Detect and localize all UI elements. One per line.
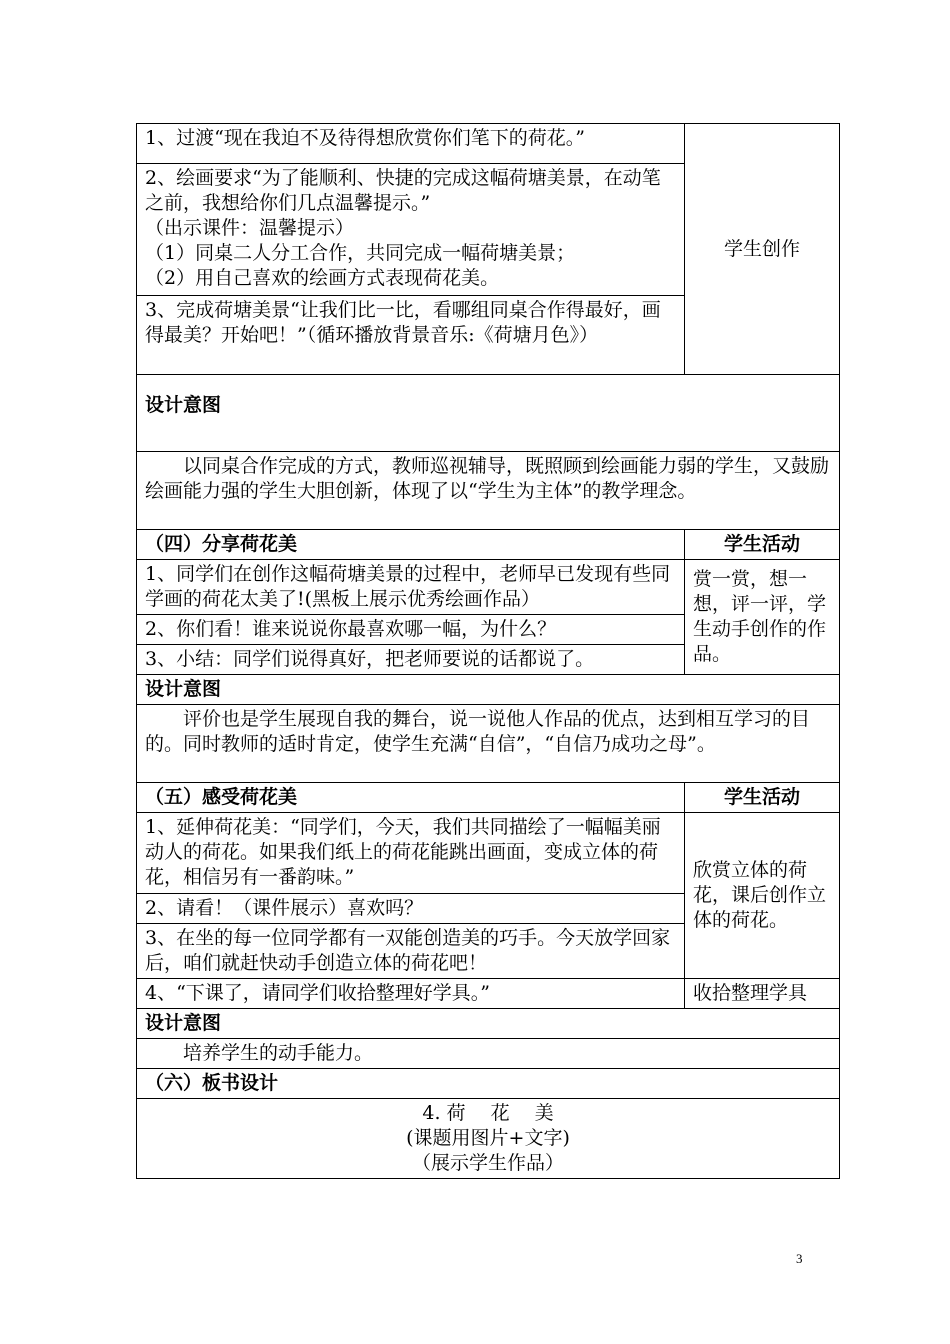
design-intent-body: [137, 1039, 840, 1069]
section-title-text: （六）板书设计: [145, 1072, 279, 1094]
activity-cell: [685, 979, 840, 1009]
table-row: [137, 375, 840, 452]
body-text: 评价也是学生展现自我的舞台，说一说他人作品的优点，达到相互学习的目的。同时教师的适时肯定，使学生充满“自信”，“自信乃成功之母”。: [145, 708, 811, 755]
table-row: [137, 1039, 840, 1069]
step-text: 3、小结：同学们说得真好，把老师要说的话都说了。: [145, 648, 595, 670]
step-text: 3、在坐的每一位同学都有一双能创造美的巧手。今天放学回家后，咱们就赶快动手创造立体的荷花吧！: [145, 927, 671, 974]
table-row: [137, 813, 840, 894]
step-cell: [137, 894, 685, 924]
step-cell: [137, 164, 685, 296]
table-row: [137, 124, 840, 164]
step-cell: [137, 615, 685, 645]
lesson-plan-table: [136, 123, 840, 1179]
step-cell: [137, 924, 685, 979]
design-intent-body: [137, 452, 840, 530]
section-title: [137, 530, 685, 560]
step-cell: [137, 124, 685, 164]
step-cell: [137, 979, 685, 1009]
design-intent-heading: [137, 1009, 840, 1039]
step-text: 1、过渡“现在我迫不及待得想欣赏你们笔下的荷花。”: [145, 127, 586, 149]
heading-text: 设计意图: [145, 394, 222, 416]
activity-text: 学生创作: [723, 237, 800, 260]
step-text: 1、同学们在创作这幅荷塘美景的过程中，老师早已发现有些同学画的荷花太美了!(黑板上展示优秀绘画作品）: [145, 563, 671, 610]
activity-text: 赏一赏，想一想，评一评，学生动手创作的作品。: [693, 568, 827, 665]
design-intent-body: [137, 705, 840, 783]
activity-header: [685, 530, 840, 560]
step-text: 2、你们看！谁来说说你最喜欢哪一幅，为什么？: [145, 618, 557, 640]
table-row: [137, 783, 840, 813]
board-design: [137, 1099, 840, 1179]
step-text: 2、请看！（课件展示）喜欢吗？: [145, 897, 424, 919]
table-row: [137, 1069, 840, 1099]
design-intent-heading: [137, 675, 840, 705]
activity-text: 欣赏立体的荷花，课后创作立体的荷花。: [693, 859, 827, 931]
activity-text: 收拾整理学具: [693, 982, 808, 1004]
step-cell: [137, 813, 685, 894]
step-cell: [137, 560, 685, 615]
table-row: [137, 705, 840, 783]
step-text: 3、完成荷塘美景“让我们比一比，看哪组同桌合作得最好，画得最美？开始吧！”（循环播放背景音乐:《荷塘月色》）: [145, 299, 661, 346]
table-row: [137, 560, 840, 615]
tip-text: （1）同桌二人分工合作，共同完成一幅荷塘美景；: [145, 242, 576, 264]
board-note: (课题用图片+文字): [406, 1127, 570, 1149]
page-number: 3: [796, 1251, 803, 1266]
step-text: 1、延伸荷花美：“同学们，今天，我们共同描绘了一幅幅美丽动人的荷花。如果我们纸上的荷花能跳出画面，变成立体的荷花，相信另有一番韵味。”: [145, 816, 661, 888]
table-row: [137, 1009, 840, 1039]
activity-header-text: 学生活动: [723, 533, 800, 555]
section-title: [137, 783, 685, 813]
board-note: （展示学生作品）: [411, 1152, 564, 1174]
section-title-text: （四）分享荷花美: [145, 533, 298, 555]
section-title-text: （五）感受荷花美: [145, 786, 298, 808]
step-text: 4、“下课了，请同学们收拾整理好学具。”: [145, 982, 491, 1004]
courseware-note: （出示课件：温馨提示）: [145, 217, 355, 239]
table-row: [137, 530, 840, 560]
table-row: [137, 675, 840, 705]
activity-cell: [685, 124, 840, 375]
step-cell: [137, 645, 685, 675]
table-row: [137, 452, 840, 530]
body-text: 以同桌合作完成的方式，教师巡视辅导，既照顾到绘画能力弱的学生，又鼓励绘画能力强的学生大胆创新，体现了以“学生为主体”的教学理念。: [145, 455, 830, 502]
table-row: [137, 1099, 840, 1179]
design-intent-heading: [137, 375, 840, 452]
step-text: 2、绘画要求“为了能顺利、快捷的完成这幅荷塘美景，在动笔之前，我想给你们几点温馨提示。”: [145, 167, 661, 214]
section-title: [137, 1069, 840, 1099]
board-title: 4. 荷 花 美: [422, 1102, 554, 1124]
step-cell: [137, 296, 685, 375]
activity-header: [685, 783, 840, 813]
heading-text: 设计意图: [145, 1012, 222, 1034]
activity-header-text: 学生活动: [723, 786, 800, 808]
activity-cell: [685, 813, 840, 979]
heading-text: 设计意图: [145, 678, 222, 700]
body-text: 培养学生的动手能力。: [183, 1042, 374, 1064]
table-row: [137, 979, 840, 1009]
activity-cell: [685, 560, 840, 675]
tip-text: （2）用自己喜欢的绘画方式表现荷花美。: [145, 267, 500, 289]
